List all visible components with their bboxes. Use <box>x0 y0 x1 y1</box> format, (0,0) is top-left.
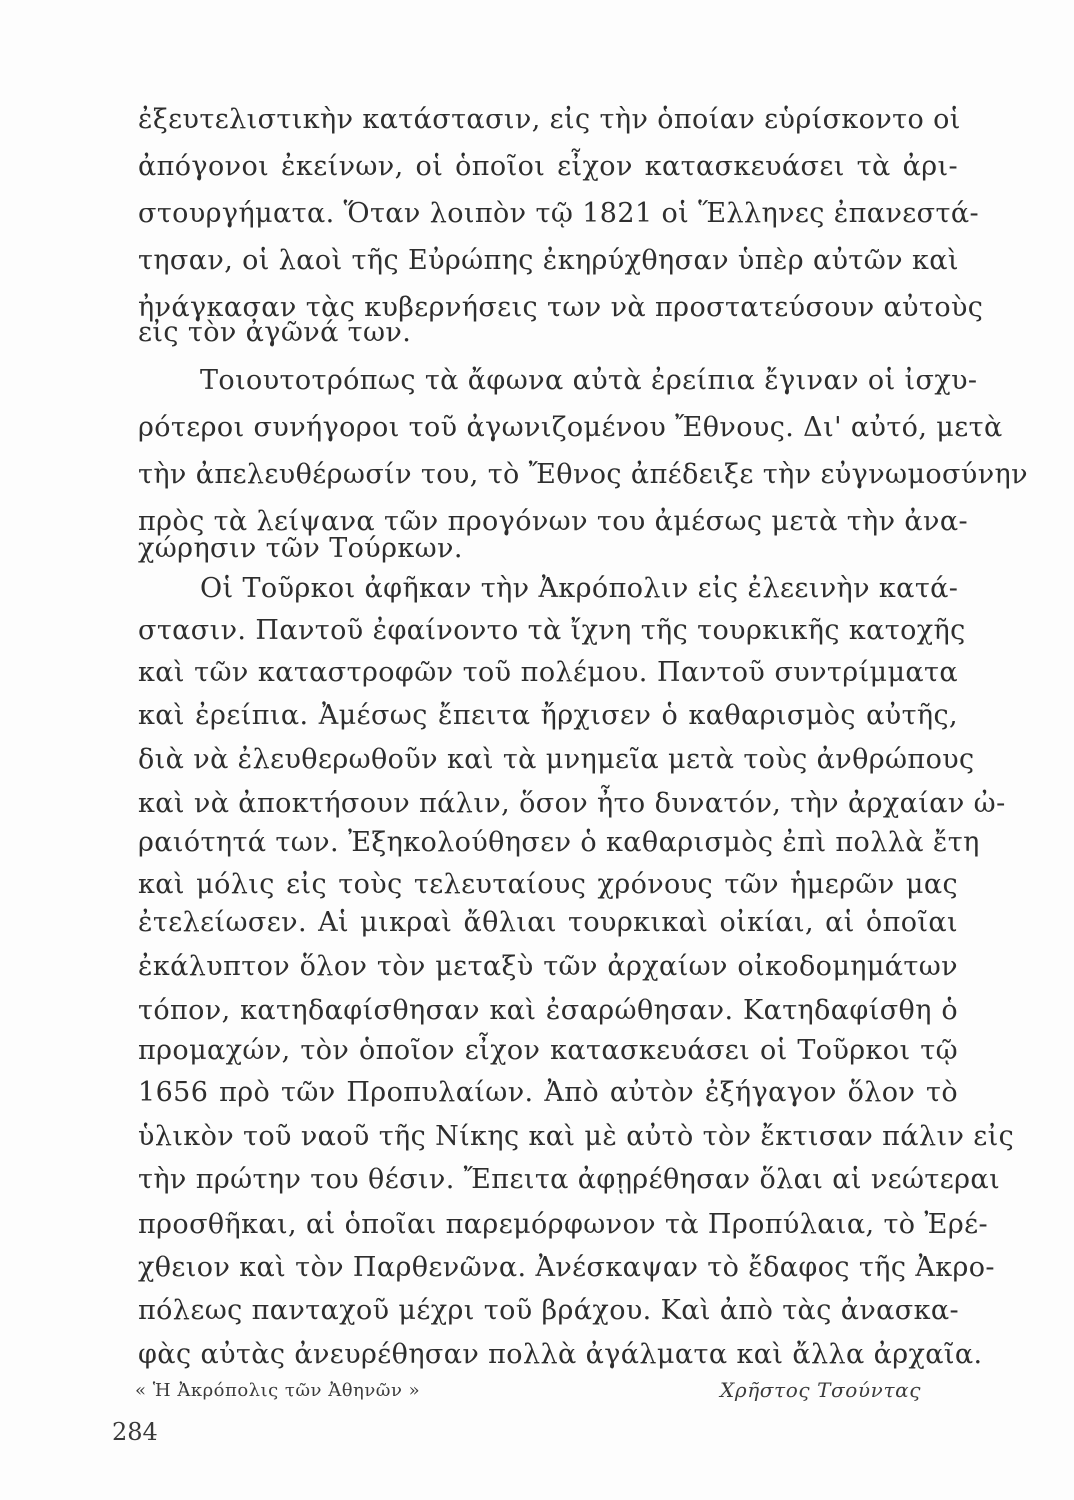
text-line: καὶ ἐρείπια. Ἀμέσως ἔπειτα ἤρχισεν ὁ καθαρισμὸς αὐτῆς, <box>138 700 958 731</box>
text-line: Τοιουτοτρόπως τὰ ἄφωνα αὐτὰ ἐρείπια ἔγιναν οἱ ἰσχυ- <box>200 365 978 396</box>
text-line: ἠνάγκασαν τὰς κυβερνήσεις των νὰ προστατεύσουν αὐτοὺς <box>138 292 984 323</box>
text-line: χθειον καὶ τὸν Παρθενῶνα. Ἀνέσκαψαν τὸ ἔδαφος τῆς Ἀκρο- <box>138 1252 995 1283</box>
text-line: χώρησιν τῶν Τούρκων. <box>138 533 463 564</box>
text-line: στασιν. Παντοῦ ἐφαίνοντο τὰ ἴχνη τῆς τουρκικῆς κατοχῆς <box>138 615 966 646</box>
text-line: τησαν, οἱ λαοὶ τῆς Εὐρώπης ἐκηρύχθησαν ὑπὲρ αὐτῶν καὶ <box>138 245 959 276</box>
text-line: προσθῆκαι, αἱ ὁποῖαι παρεμόρφωνον τὰ Προπύλαια, τὸ Ἐρέ- <box>138 1209 989 1240</box>
text-line: ἐτελείωσεν. Αἱ μικραὶ ἄθλιαι τουρκικαὶ οἰκίαι, αἱ ὁποῖαι <box>138 907 958 938</box>
text-line: πρὸς τὰ λείψανα τῶν προγόνων του ἀμέσως μετὰ τὴν ἀνα- <box>138 506 968 537</box>
text-line: προμαχών, τὸν ὁποῖον εἶχον κατασκευάσει οἱ Τοῦρκοι τῷ <box>138 1035 958 1066</box>
text-line: ἐξευτελιστικὴν κατάστασιν, εἰς τὴν ὁποίαν εὑρίσκοντο οἱ <box>138 104 961 135</box>
text-line: στουργήματα. Ὅταν λοιπὸν τῷ 1821 οἱ Ἕλληνες ἐπανεστά- <box>138 198 979 229</box>
text-line: τόπον, κατηδαφίσθησαν καὶ ἐσαρώθησαν. Κατηδαφίσθη ὁ <box>138 995 958 1026</box>
text-line: καὶ μόλις εἰς τοὺς τελευταίους χρόνους τῶν ἡμερῶν μας <box>138 869 958 900</box>
text-line: τὴν ἀπελευθέρωσίν του, τὸ Ἔθνος ἀπέδειξε τὴν εὐγνωμοσύνην <box>138 459 1028 490</box>
page-number: 284 <box>112 1418 158 1446</box>
text-line: ἀπόγονοι ἐκείνων, οἱ ὁποῖοι εἶχον κατασκευάσει τὰ ἀρι- <box>138 151 958 182</box>
text-line: ἐκάλυπτον ὅλον τὸν μεταξὺ τῶν ἀρχαίων οἰκοδομημάτων <box>138 951 958 982</box>
text-line: εἰς τὸν ἀγῶνά των. <box>138 317 412 348</box>
text-line: ραιότητά των. Ἐξηκολούθησεν ὁ καθαρισμὸς ἐπὶ πολλὰ ἔτη <box>138 827 980 858</box>
text-line: πόλεως πανταχοῦ μέχρι τοῦ βράχου. Καὶ ἀπὸ τὰς ἀνασκα- <box>138 1295 960 1326</box>
text-line: καὶ τῶν καταστροφῶν τοῦ πολέμου. Παντοῦ συντρίμματα <box>138 657 958 688</box>
text-line: 1656 πρὸ τῶν Προπυλαίων. Ἀπὸ αὐτὸν ἐξήγαγον ὅλον τὸ <box>138 1077 958 1108</box>
text-line: ρότεροι συνήγοροι τοῦ ἀγωνιζομένου Ἔθνους. Δι' αὐτό, μετὰ <box>138 412 1003 443</box>
text-line: διὰ νὰ ἐλευθερωθοῦν καὶ τὰ μνημεῖα μετὰ τοὺς ἀνθρώπους <box>138 744 975 775</box>
text-line: ὑλικὸν τοῦ ναοῦ τῆς Νίκης καὶ μὲ αὐτὸ τὸν ἔκτισαν πάλιν εἰς <box>138 1121 1015 1152</box>
text-line: τὴν πρώτην του θέσιν. Ἔπειτα ἀφῃρέθησαν ὅλαι αἱ νεώτεραι <box>138 1164 1001 1195</box>
text-line: φὰς αὐτὰς ἀνευρέθησαν πολλὰ ἀγάλματα καὶ ἄλλα ἀρχαῖα. <box>138 1339 983 1370</box>
text-line: Οἱ Τοῦρκοι ἀφῆκαν τὴν Ἀκρόπολιν εἰς ἐλεεινὴν κατά- <box>200 573 959 604</box>
author-name: Χρῆστος Τσούντας <box>720 1378 922 1402</box>
text-line: καὶ νὰ ἀποκτήσουν πάλιν, ὅσον ἦτο δυνατόν, τὴν ἀρχαίαν ὠ- <box>138 788 1006 819</box>
source-citation: « Ἡ Ἀκρόπολις τῶν Ἀθηνῶν » <box>135 1380 421 1401</box>
